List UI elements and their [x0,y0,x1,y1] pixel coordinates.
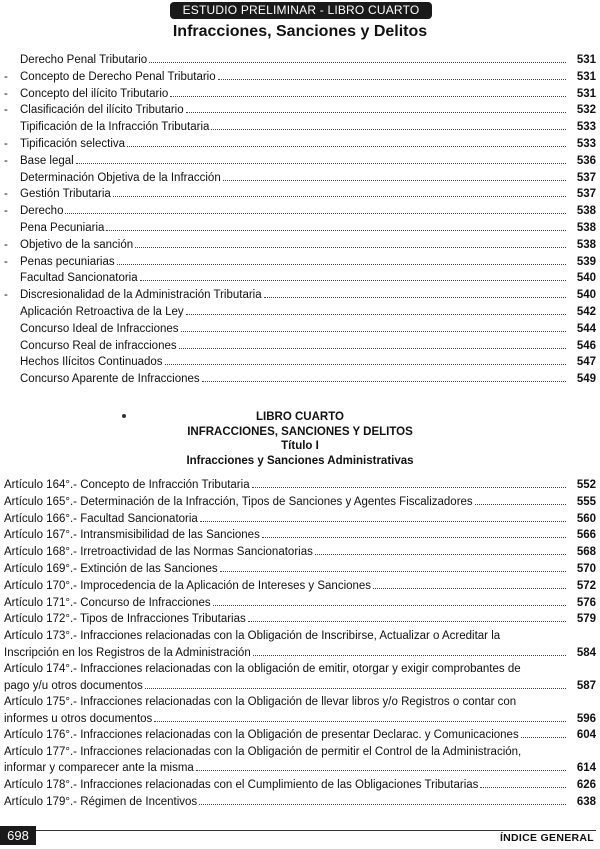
toc-entry [4,119,596,136]
entry-page-number: 533 [576,121,596,134]
entry-page-number: 552 [576,479,596,491]
entry-page-number: 584 [576,646,596,659]
dot-leader [106,229,566,231]
header-banner: ESTUDIO PRELIMINAR - LIBRO CUARTO [170,2,432,19]
entry-text: Hechos Ilícitos Continuados [20,356,163,369]
entry-text-line1: Artículo 173°.- Infracciones relacionadas con la Obligación de Inscribirse, Actualizar o Acreditar la [4,630,501,643]
dot-leader [220,570,566,572]
dot-leader [170,95,566,97]
article-entry [4,694,596,727]
entry-text: Artículo 164°.- Concepto de Infracción Tributaria [4,479,250,491]
article-entry [4,578,596,595]
dot-leader [264,296,566,298]
entry-label [4,102,184,119]
dot-leader [373,587,566,589]
dot-leader [149,61,566,63]
dot-leader [135,246,566,248]
entry-page-number: 531 [576,87,596,100]
entry-page-number: 537 [576,188,596,201]
dot-leader [218,78,566,80]
entry-text: Artículo 171°.- Concurso de Infracciones [4,596,211,609]
footer-label: ÍNDICE GENERAL [499,832,594,844]
entry-text: Tipificación selectiva [20,137,126,150]
entry-text: Artículo 178°.- Infracciones relacionadas con el Cumplimiento de las Obligaciones Tributarias [4,778,479,791]
entry-page-number: 544 [576,322,596,335]
toc-entry [4,102,596,119]
entry-text: Artículo 179°.- Régimen de Incentivos [4,795,198,808]
dot-leader [165,363,566,365]
dot-leader [475,503,566,505]
entry-label [4,69,216,86]
dot-leader [65,212,566,214]
entry-label [4,595,211,612]
dot-leader [199,803,566,805]
entry-dash: - [4,70,8,83]
entry-label [4,237,133,254]
dot-leader [262,536,566,538]
dot-leader [223,179,566,181]
entry-page-number: 540 [576,272,596,285]
entry-page-number: 538 [576,238,596,251]
entry-text-line1: Artículo 174°.- Infracciones relacionadas con la obligación de emitir, otorgar y exigir comprobantes de [4,663,521,676]
entry-page-number: 596 [576,712,596,725]
title-label: Título I [281,440,319,452]
entry-text: Artículo 176°.- Infracciones relacionadas con la Obligación de presentar Declarac. y Comunicaciones [4,729,519,742]
toc-entry [4,254,596,271]
entry-page-number: 579 [576,613,596,626]
entry-page-number: 542 [576,305,596,318]
toc-entry [4,371,596,388]
entry-label [4,153,74,170]
entry-label [4,338,177,355]
toc-entry [4,203,596,220]
entry-label [4,727,519,744]
entry-label [4,52,147,69]
toc-entry [4,69,596,86]
article-entry [4,794,596,811]
entry-text: Concurso Real de infracciones [20,339,177,352]
toc-entry [4,186,596,203]
entry-label [4,794,197,811]
entry-text: Concepto del ilícito Tributario [20,87,169,100]
entry-text: Artículo 168°.- Irretroactividad de las Normas Sancionatorias [4,546,313,559]
entry-text-line2: informar y comparecer ante la misma [4,762,194,775]
dot-leader [140,279,566,281]
toc-entry [4,237,596,254]
entry-text-line2: pago y/u otros documentos [4,679,143,692]
entry-page-number: 568 [576,546,596,559]
dot-leader [315,553,566,555]
entry-dash: - [4,188,8,201]
entry-label [4,561,218,578]
entry-label [4,527,260,544]
entry-page-number: 533 [576,137,596,150]
entry-label [4,494,473,511]
entry-text: Pena Pecuniaria [20,221,105,234]
section-heading [0,410,600,468]
entry-page-number: 531 [576,70,596,83]
entry-text: Clasificación del ilícito Tributario [20,104,184,117]
entry-text: Concurso Ideal de Infracciones [20,322,179,335]
entry-text: Concepto de Derecho Penal Tributario [20,70,216,83]
entry-text: Facultad Sancionatoria [20,272,138,285]
entry-text: Derecho Penal Tributario [20,54,148,66]
entry-page-number: 570 [576,562,596,575]
toc-entry [4,153,596,170]
entry-page-number: 576 [576,596,596,609]
entry-text: Determinación Objetiva de la Infracción [20,171,221,184]
entry-page-number: 614 [576,762,596,775]
dot-leader [252,486,566,488]
entry-label [4,477,250,494]
toc-entry [4,86,596,103]
entry-text: Objetivo de la sanción [20,238,134,251]
entry-line2 [4,711,596,728]
article-entry [4,661,596,694]
entry-page-number: 560 [576,512,596,525]
article-entry [4,527,596,544]
entry-text: Discresionalidad de la Administración Tributaria [20,289,262,302]
article-entry [4,494,596,511]
dot-leader [253,654,566,656]
book-label: LIBRO CUARTO [256,411,344,423]
toc-entry [4,287,596,304]
toc-entry [4,270,596,287]
entry-dash: - [4,87,8,100]
entry-page-number: 555 [576,495,596,508]
entry-text: Base legal [20,154,74,167]
page-number: 698 [0,826,36,845]
entry-label [4,136,125,153]
entry-label [4,270,138,287]
dot-leader [127,145,566,147]
dot-leader [480,786,566,788]
article-entry [4,628,596,661]
entry-page-number: 604 [576,729,596,742]
entry-line2 [4,678,596,695]
entry-page-number: 538 [576,205,596,218]
entry-text: Artículo 172°.- Tipos de Infracciones Tributarias [4,613,246,626]
entry-page-number: 539 [576,255,596,268]
toc-list [4,52,596,388]
entry-label [4,544,313,561]
dot-leader [202,380,566,382]
article-entry [4,595,596,612]
entry-text-line2: Inscripción en los Registros de la Administración [4,646,251,659]
title-name: Infracciones y Sanciones Administrativas [186,454,414,467]
entry-page-number: 540 [576,289,596,302]
book-title: INFRACCIONES, SANCIONES Y DELITOS [187,425,413,438]
entry-text: Artículo 166°.- Facultad Sancionatoria [4,512,198,525]
entry-dash: - [4,205,8,218]
dot-leader [521,736,566,738]
entry-page-number: 532 [576,104,596,117]
dot-leader [186,313,566,315]
entry-text-line1: Artículo 175°.- Infracciones relacionadas con la Obligación de llevar libros y/o Registros o contar con [4,696,517,709]
entry-text: Concurso Aparente de Infracciones [20,373,200,386]
dot-leader [211,128,566,130]
entry-label [4,186,111,203]
entry-label [4,511,198,528]
dot-leader [181,330,566,332]
toc-entry [4,321,596,338]
entry-label [4,254,115,271]
footer-rule [36,830,596,831]
entry-line2 [4,645,596,662]
entry-label [4,578,371,595]
entry-dash: - [4,255,8,268]
entry-text: Derecho [20,205,64,218]
entry-text: Artículo 167°.- Intransmisibilidad de las Sanciones [4,529,260,542]
entry-page-number: 538 [576,221,596,234]
entry-text: Tipificación de la Infracción Tributaria [20,121,210,134]
toc-entry [4,220,596,237]
entry-text: Artículo 165°.- Determinación de la Infracción, Tipos de Sanciones y Agentes Fiscalizadores [4,495,473,508]
dot-leader [248,620,566,622]
dot-leader [196,769,566,771]
toc-entry [4,136,596,153]
entry-label [4,170,221,187]
toc-entry [4,52,596,69]
article-list [4,477,596,811]
entry-label [4,203,63,220]
entry-page-number: 547 [576,356,596,369]
toc-entry [4,338,596,355]
entry-page-number: 549 [576,373,596,386]
entry-label [4,611,246,628]
entry-page-number: 638 [576,795,596,808]
entry-label [4,321,179,338]
article-entry [4,544,596,561]
entry-page-number: 566 [576,529,596,542]
entry-text-line2: informes u otros documentos [4,712,153,725]
entry-text: Aplicación Retroactiva de la Ley [20,305,184,318]
entry-label [4,287,262,304]
dot-leader [200,520,566,522]
entry-dash: - [4,137,8,150]
entry-text: Gestión Tributaria [20,188,111,201]
dot-leader [117,263,566,265]
toc-entry [4,304,596,321]
article-entry [4,611,596,628]
entry-text: Artículo 170°.- Improcedencia de la Aplicación de Intereses y Sanciones [4,579,372,592]
entry-label [4,119,209,136]
dot-leader [113,195,566,197]
dot-leader [179,347,566,349]
entry-page-number: 546 [576,339,596,352]
entry-dash: - [4,104,8,117]
toc-entry [4,354,596,371]
entry-page-number: 537 [576,171,596,184]
entry-page-number: 587 [576,679,596,692]
article-entry [4,727,596,744]
dot-leader [76,162,566,164]
article-entry [4,511,596,528]
entry-text-line1: Artículo 177°.- Infracciones relacionadas con la Obligación de permitir el Control de la Administración, [4,745,522,758]
article-entry [4,477,596,494]
dot-leader [213,604,566,606]
entry-page-number: 572 [576,579,596,592]
entry-page-number: 536 [576,154,596,167]
entry-text: Artículo 169°.- Extinción de las Sanciones [4,562,218,575]
entry-page-number: 626 [576,778,596,791]
entry-dash: - [4,238,8,251]
article-entry [4,561,596,578]
entry-label [4,354,163,371]
entry-line2 [4,760,596,777]
entry-label [4,371,200,388]
article-entry [4,744,596,777]
entry-dash: - [4,289,8,302]
dot-leader [154,720,566,722]
entry-label [4,777,478,794]
dot-leader [145,687,566,689]
entry-label [4,304,184,321]
dot-leader [186,111,566,113]
entry-text: Penas pecuniarias [20,255,115,268]
page-title: Infracciones, Sanciones y Delitos [172,23,428,40]
toc-entry [4,170,596,187]
entry-label [4,86,168,103]
entry-dash: - [4,154,8,167]
article-entry [4,777,596,794]
entry-label [4,220,104,237]
entry-page-number: 531 [576,54,596,66]
